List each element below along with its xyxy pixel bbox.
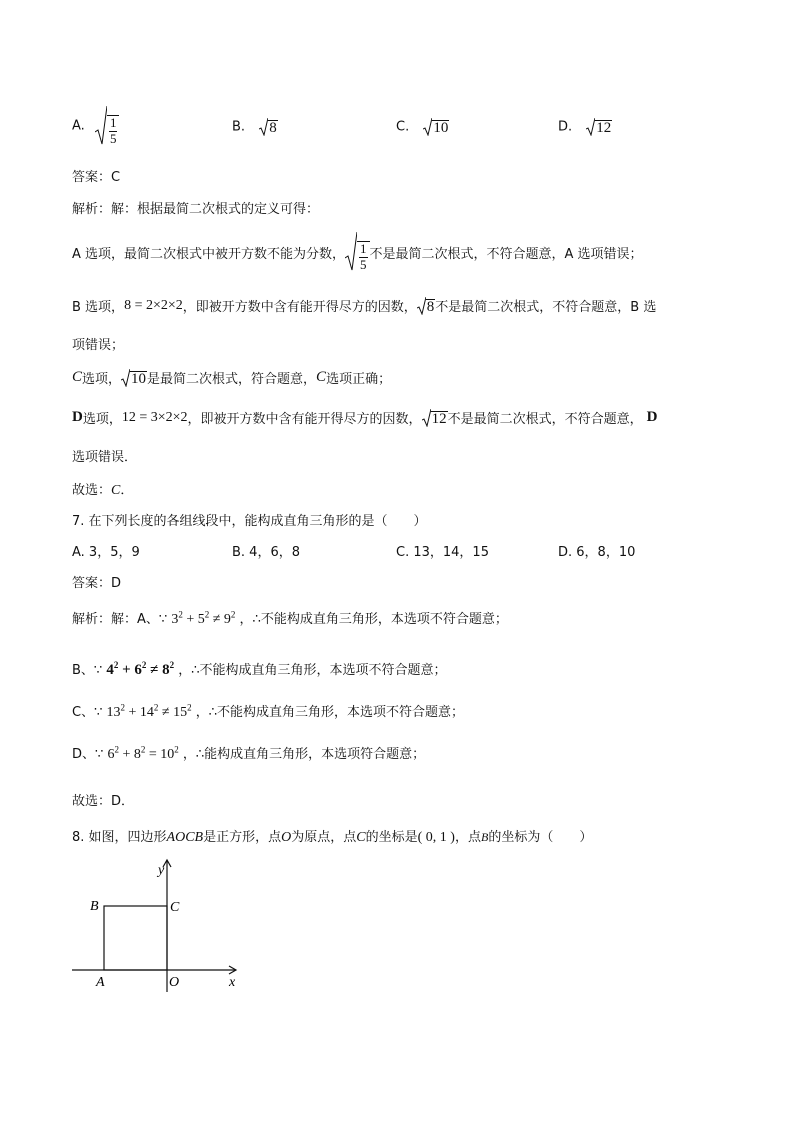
radical-sign-icon: [423, 118, 432, 136]
choose-q7: 故选：D．: [72, 794, 135, 809]
analysis-a-line: A 选项，最简二次根式中被开方数不能为分数， $\frac{1}{5}$ 不是最简二次根式，不符合题意，A 选项错误；: [72, 232, 643, 272]
q7-option-c: C. 13，14，15: [396, 545, 489, 560]
coordinate-figure: [66, 854, 246, 994]
answer-q6: 答案：C: [72, 170, 121, 185]
label-b: B: [90, 899, 99, 914]
radical-sign-icon: [121, 369, 130, 387]
radical-sign-icon: [95, 106, 107, 146]
label-y: y: [158, 863, 165, 878]
option-c: C. 10: [396, 119, 449, 136]
square-aocb: [104, 906, 167, 970]
label-a: A: [96, 975, 105, 990]
math-expression: $3^2 + 5^2 \ne 9^2$: [171, 609, 236, 627]
question-8: 8. 如图，四边形AOCB是正方形，点O为原点，点C的坐标是( 0, 1 )，点B的坐标为（ ）: [72, 830, 593, 845]
option-d: D. 12: [558, 119, 612, 136]
radical-sign-icon: [345, 232, 357, 272]
option-label: A.: [72, 118, 85, 134]
analysis-intro: 解析：解：根据最简二次根式的定义可得：: [72, 202, 320, 217]
analysis-c-line: C 选项， 10 是最简二次根式，符合题意， C 选项正确；: [72, 369, 392, 387]
label-o: O: [169, 975, 180, 990]
q7-analysis-b: B、∵ $4^2 + 6^2 \ne 8^2$ ，∴不能构成直角三角形，本选项不符合题意；: [72, 660, 447, 678]
radical-sign-icon: [417, 297, 426, 315]
choose-q6: 故选：C．: [72, 483, 134, 498]
analysis-d-line: D 选项， 12 = 3×2×2 ，即被开方数中含有能开得尽方的因数， 12 不是最简二次根式，不符合题意， D: [72, 409, 658, 427]
math-expression: $4^2 + 6^2 \ne 8^2$: [106, 660, 175, 678]
label-c: C: [170, 900, 180, 915]
q7-analysis-d: D、∵ $6^2 + 8^2 = 10^2$ ，∴能构成直角三角形，本选项符合题意；: [72, 744, 426, 762]
answer-q7: 答案：D: [72, 576, 122, 591]
analysis-b-line2: 项错误；: [72, 338, 125, 353]
q7-analysis-a: 解析：解：A、∵ $3^2 + 5^2 \ne 9^2$ ，∴不能构成直角三角形，本选项不符合题意；: [72, 609, 508, 627]
q7-option-d: D. 6，8，10: [558, 545, 636, 560]
sqrt-fraction: $\frac{1}{5}$: [95, 106, 120, 146]
math-expression: $13^2 + 14^2 \ne 15^2$: [106, 702, 192, 720]
analysis-d-line2: 选项错误．: [72, 450, 138, 465]
q7-option-a: A. 3，5，9: [72, 545, 140, 560]
radical-sign-icon: [422, 409, 431, 427]
option-a: [72, 106, 119, 146]
question-7: 7. 在下列长度的各组线段中，能构成直角三角形的是（ ）: [72, 514, 427, 529]
radical-sign-icon: [259, 118, 268, 136]
q7-analysis-c: C、∵ $13^2 + 14^2 \ne 15^2$ ，∴不能构成直角三角形，本选项不符合题意；: [72, 702, 465, 720]
radical-sign-icon: [586, 118, 595, 136]
math-expression: $6^2 + 8^2 = 10^2$: [107, 744, 179, 762]
label-x: x: [229, 975, 236, 990]
option-b: B. 8: [232, 119, 277, 136]
analysis-b-line: B 选项， 8 = 2×2×2 ，即被开方数中含有能开得尽方的因数， 8 不是最简二次根式，不符合题意，B 选: [72, 297, 657, 315]
q7-option-b: B. 4，6，8: [232, 545, 300, 560]
